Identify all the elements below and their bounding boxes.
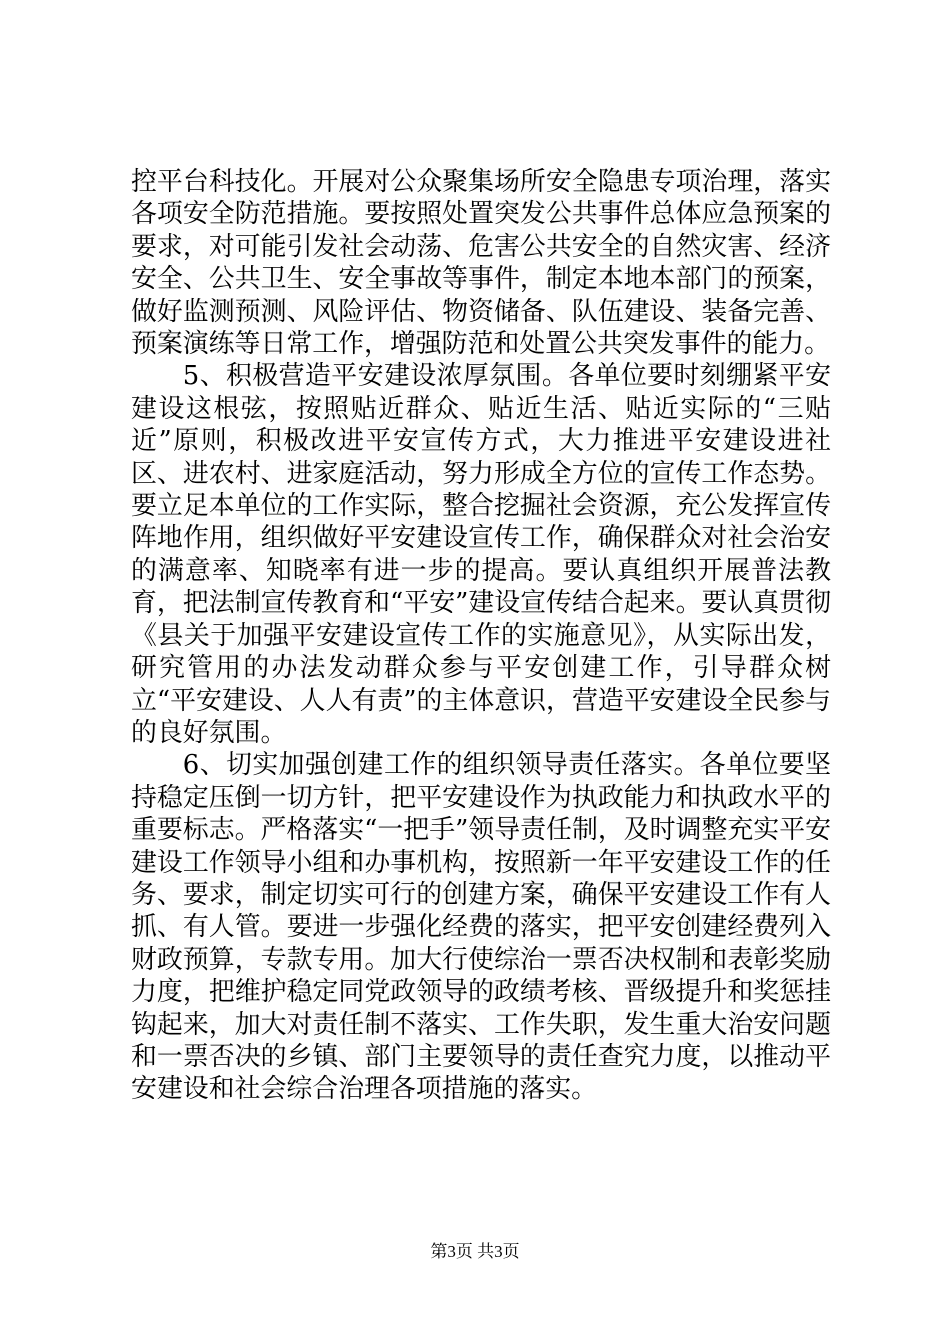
page-number-footer: 第3页 共3页 bbox=[430, 1242, 520, 1261]
paragraph-item-5: 5、积极营造平安建设浓厚氛围。各单位要时刻绷紧平安建设这根弦，按照贴近群众、贴近生活、贴近实际的“三贴近”原则，积极改进平安宣传方式，大力推进平安建设进社区、进农村、进家庭活动，努力形成全方位的宣传工作态势。要立足本单位的工作实际，整合挖掘社会资源，充公发挥宣传阵地作用，组织做好平安建设宣传工作，确保群众对社会治安的满意率、知晓率有进一步的提高。要认真组织开展普法教育，把法制宣传教育和“平安”建设宣传结合起来。要认真贯彻《县关于加强平安建设宣传工作的实施意见》，从实际出发，研究管用的办法发动群众参与平安创建工作，引导群众树立“平安建设、人人有责”的主体意识，营造平安建设全民参与的良好氛围。 bbox=[131, 361, 831, 748]
paragraph-continuation: 控平台科技化。开展对公众聚集场所安全隐患专项治理，落实各项安全防范措施。要按照处置突发公共事件总体应急预案的要求，对可能引发社会动荡、危害公共安全的自然灾害、经济安全、公共卫生、安全事故等事件，制定本地本部门的预案，做好监测预测、风险评估、物资储备、队伍建设、装备完善、预案演练等日常工作，增强防范和处置公共突发事件的能力。 bbox=[131, 167, 831, 360]
paragraph-item-6: 6、切实加强创建工作的组织领导责任落实。各单位要坚持稳定压倒一切方针，把平安建设作为执政能力和执政水平的重要标志。严格落实“一把手”领导责任制，及时调整充实平安建设工作领导小组和办事机构，按照新一年平安建设工作的任务、要求，制定切实可行的创建方案，确保平安建设工作有人抓、有人管。要进一步强化经费的落实，把平安创建经费列入财政预算，专款专用。加大行使综治一票否决权制和表彰奖励力度，把维护稳定同党政领导的政绩考核、晋级提升和奖惩挂钩起来，加大对责任制不落实、工作失职，发生重大治安问题和一票否决的乡镇、部门主要领导的责任查究力度，以推动平安建设和社会综合治理各项措施的落实。 bbox=[131, 750, 831, 1105]
document-body bbox=[131, 166, 831, 1106]
